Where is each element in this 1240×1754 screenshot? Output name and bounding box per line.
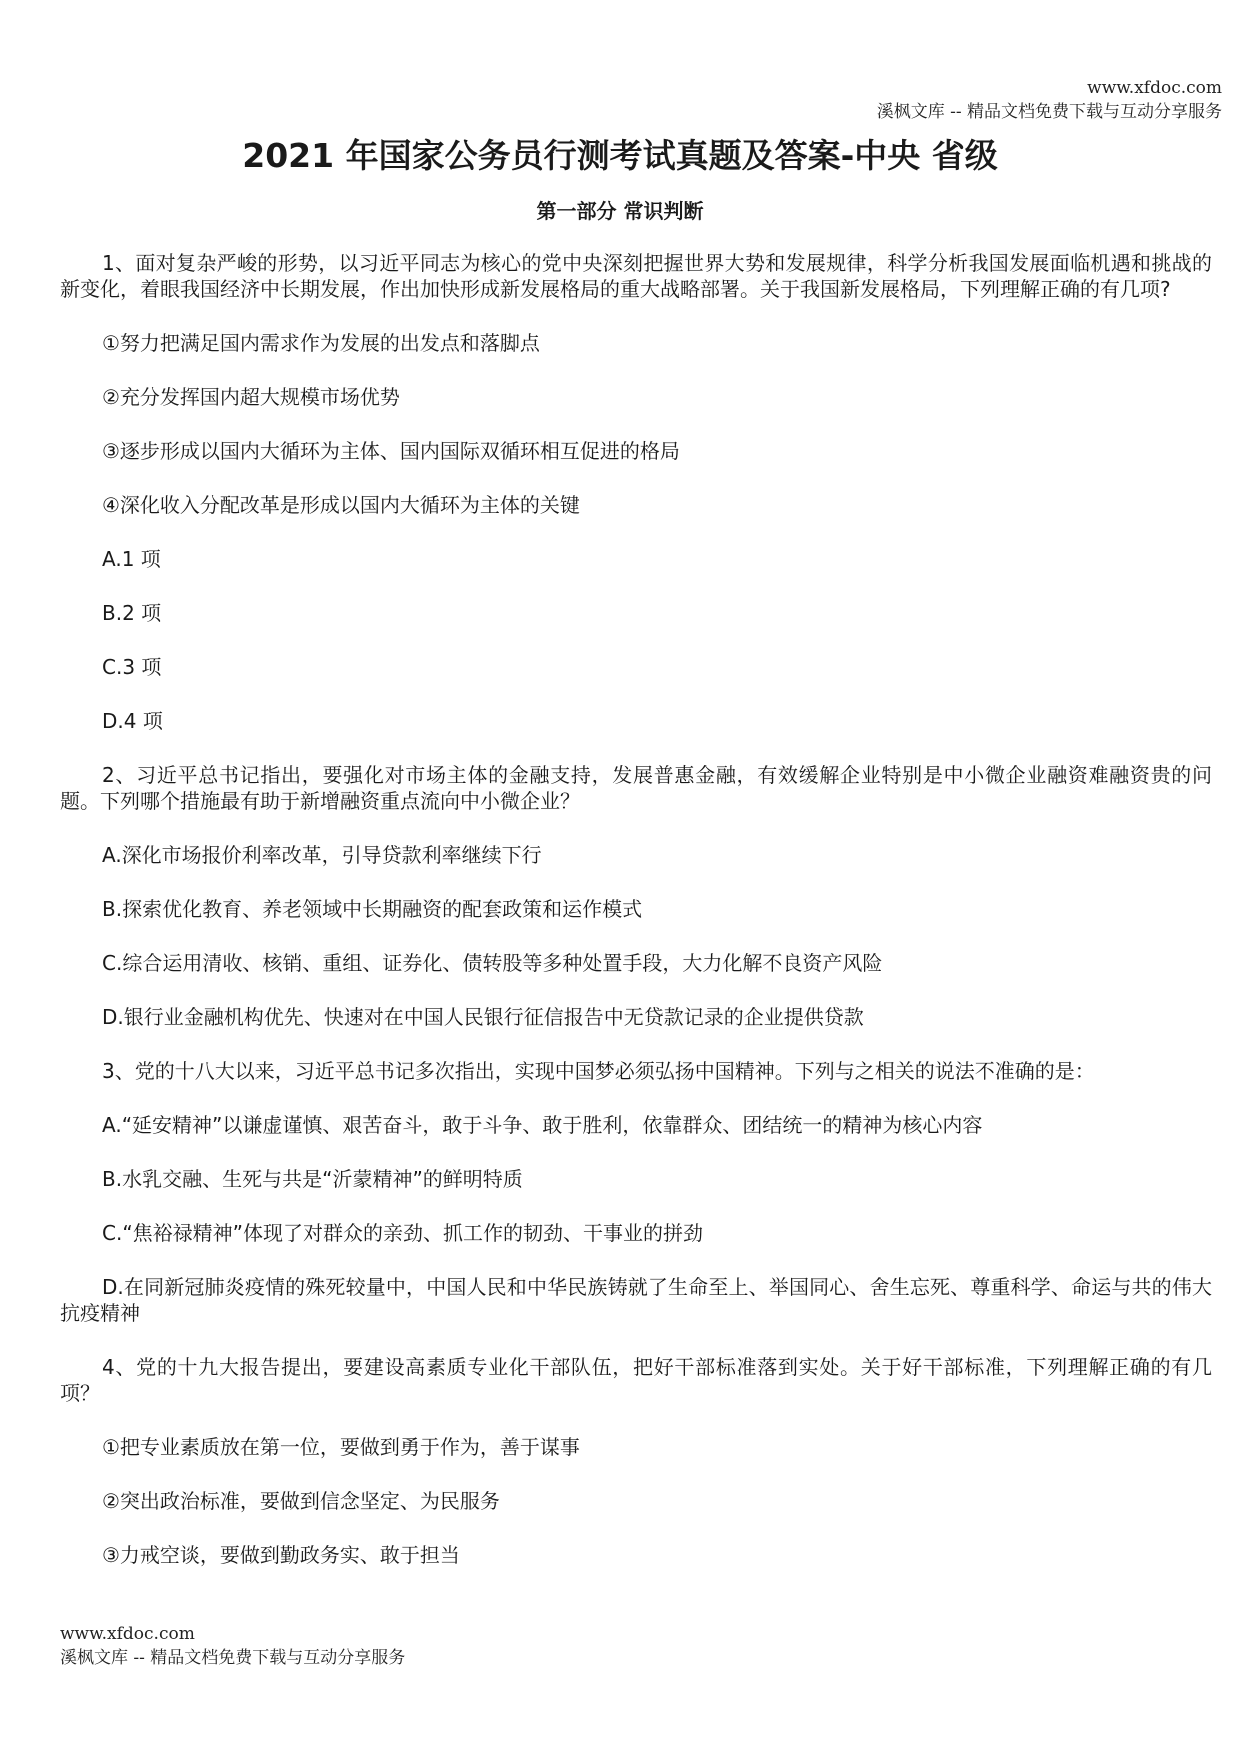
question-3-option-d: D.在同新冠肺炎疫情的殊死较量中，中国人民和中华民族铸就了生命至上、举国同心、舍生忘死、尊重科学、命运与共的伟大抗疫精神 [60, 1275, 1212, 1325]
document-title: 2021 年国家公务员行测考试真题及答案-中央 省级 [242, 136, 998, 175]
question-1-statement-1: ①努力把满足国内需求作为发展的出发点和落脚点 [102, 331, 540, 355]
question-1-statement-3: ③逐步形成以国内大循环为主体、国内国际双循环相互促进的格局 [102, 439, 680, 463]
question-2-option-c: C.综合运用清收、核销、重组、证券化、债转股等多种处置手段，大力化解不良资产风险 [102, 951, 883, 975]
question-1-statement-4: ④深化收入分配改革是形成以国内大循环为主体的关键 [102, 493, 580, 517]
question-2-stem: 2、习近平总书记指出，要强化对市场主体的金融支持，发展普惠金融，有效缓解企业特别是中小微企业融资难融资贵的问题。下列哪个措施最有助于新增融资重点流向中小微企业？ [60, 763, 1212, 813]
question-3-option-c: C.“焦裕禄精神”体现了对群众的亲劲、抓工作的韧劲、干事业的拼劲 [102, 1221, 704, 1245]
question-4-statement-2: ②突出政治标准，要做到信念坚定、为民服务 [102, 1489, 500, 1513]
header-site-url: www.xfdoc.com [1087, 78, 1222, 98]
header-tagline: 溪枫文库 -- 精品文档免费下载与互动分享服务 [876, 102, 1222, 122]
question-4-statement-3: ③力戒空谈，要做到勤政务实、敢于担当 [102, 1543, 460, 1567]
question-1-option-c: C.3 项 [102, 655, 162, 679]
footer-site-url: www.xfdoc.com [60, 1624, 195, 1644]
question-2-option-d: D.银行业金融机构优先、快速对在中国人民银行征信报告中无贷款记录的企业提供贷款 [102, 1005, 864, 1029]
document-body [60, 250, 1212, 1596]
page-footer [60, 1622, 405, 1670]
page-header [0, 76, 1240, 124]
question-1-option-b: B.2 项 [102, 601, 162, 625]
footer-tagline: 溪枫文库 -- 精品文档免费下载与互动分享服务 [60, 1648, 406, 1668]
question-1-option-a: A.1 项 [102, 547, 161, 571]
question-3-option-b: B.水乳交融、生死与共是“沂蒙精神”的鲜明特质 [102, 1167, 523, 1191]
question-4-statement-1: ①把专业素质放在第一位，要做到勇于作为，善于谋事 [102, 1435, 580, 1459]
section-title: 第一部分 常识判断 [536, 199, 704, 223]
question-3-stem: 3、党的十八大以来，习近平总书记多次指出，实现中国梦必须弘扬中国精神。下列与之相关的说法不准确的是： [102, 1059, 1095, 1083]
question-4-stem: 4、党的十九大报告提出，要建设高素质专业化干部队伍，把好干部标准落到实处。关于好干部标准，下列理解正确的有几项？ [60, 1355, 1212, 1405]
question-1-statement-2: ②充分发挥国内超大规模市场优势 [102, 385, 400, 409]
question-1-option-d: D.4 项 [102, 709, 163, 733]
question-3-option-a: A.“延安精神”以谦虚谨慎、艰苦奋斗，敢于斗争、敢于胜利，依靠群众、团结统一的精神为核心内容 [102, 1113, 983, 1137]
question-2-option-b: B.探索优化教育、养老领域中长期融资的配套政策和运作模式 [102, 897, 643, 921]
question-2-option-a: A.深化市场报价利率改革，引导贷款利率继续下行 [102, 843, 542, 867]
question-1-stem: 1、面对复杂严峻的形势，以习近平同志为核心的党中央深刻把握世界大势和发展规律，科学分析我国发展面临机遇和挑战的新变化，着眼我国经济中长期发展，作出加快形成新发展格局的重大战略部署。关于我国新发展格局，下列理解正确的有几项? [60, 251, 1212, 301]
